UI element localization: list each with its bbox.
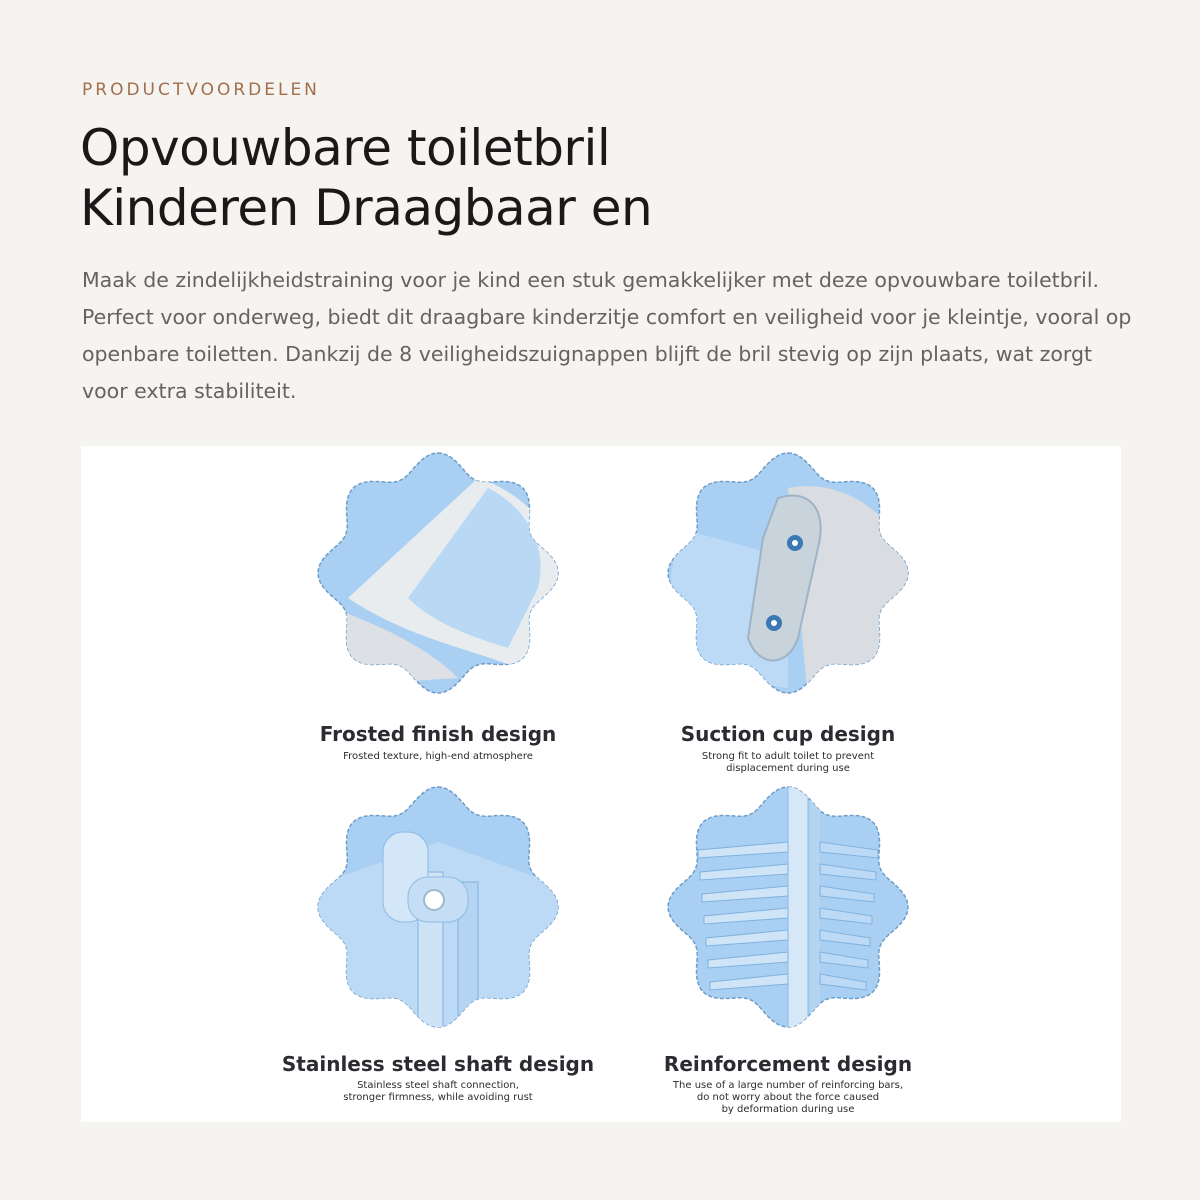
feature-subtitle: The use of a large number of reinforcing bars, do not worry about the force caused by deformation during use (672, 1080, 904, 1115)
feature-subtitle: Stainless steel shaft connection, stronger firmness, while avoiding rust (343, 1080, 533, 1103)
feature-steel-shaft (281, 782, 595, 1122)
feature-title: Frosted finish design (319, 722, 557, 746)
feature-title: Reinforcement design (663, 1052, 913, 1076)
frosted-finish-icon (288, 448, 588, 698)
feature-title: Suction cup design (680, 722, 896, 746)
product-feature-image (81, 446, 1121, 1122)
feature-title: Stainless steel shaft design (281, 1052, 595, 1076)
reinforcement-icon (638, 782, 938, 1032)
suction-cup-icon (638, 448, 938, 698)
title-line-2: Kinderen Draagbaar en (80, 179, 653, 237)
title-line-1: Opvouwbare toiletbril (80, 119, 611, 177)
feature-subtitle: Strong fit to adult toilet to prevent displacement during use (701, 751, 875, 774)
feature-subtitle: Frosted texture, high-end atmosphere (343, 751, 533, 762)
eyebrow-label: PRODUCTVOORDELEN (82, 80, 320, 100)
feature-suction-cup (638, 448, 938, 788)
feature-frosted-finish (288, 448, 588, 788)
steel-shaft-icon (288, 782, 588, 1032)
feature-reinforcement (638, 782, 938, 1122)
product-description: Maak de zindelijkheidstraining voor je kind een stuk gemakkelijker met deze opvouwbare toiletbril. Perfect voor onderweg, biedt dit draagbare kinderzitje comfort en veiligheid voor je kleintje, vooral op openbare toiletten. Dankzij de 8 veiligheidszuignappen blijft de bril stevig op zijn plaats, wat zorgt voor extra stabiliteit. (82, 268, 1132, 403)
page-title (80, 118, 1140, 238)
